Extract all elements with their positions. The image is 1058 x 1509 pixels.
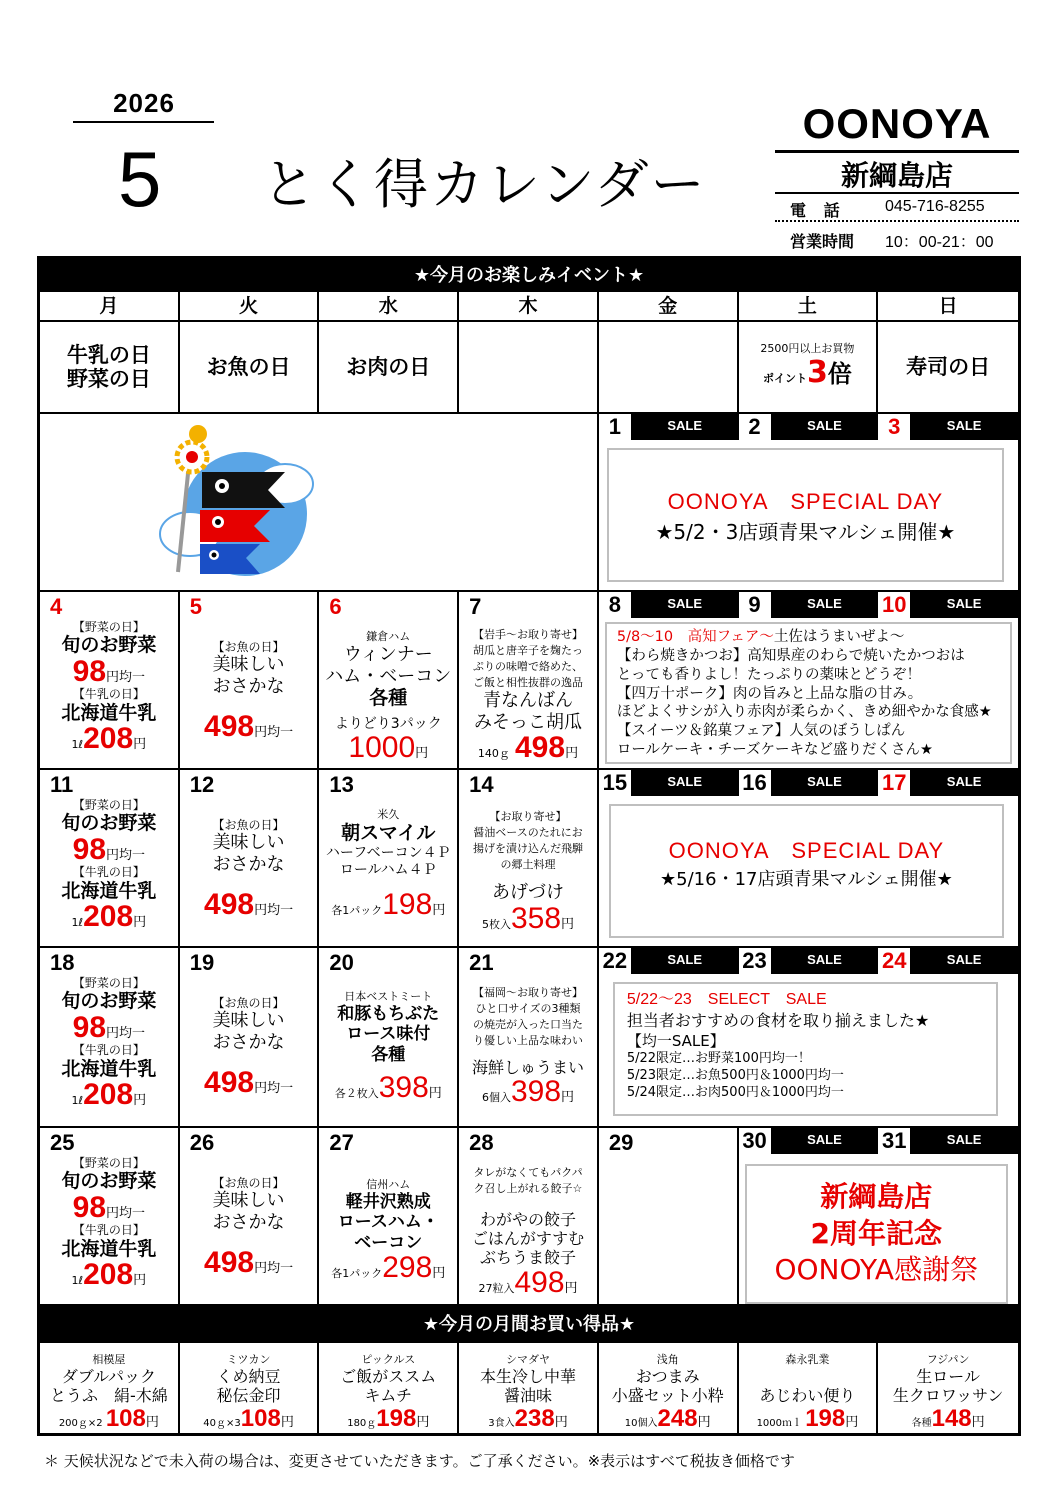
weekday-wed: 水 [319,292,459,322]
date-number: 19 [189,950,215,975]
day-cell-4: 4 【野菜の日】 旬のお野菜 98円均一 【牛乳の日】 北海道牛乳 1ℓ208円 [40,592,180,768]
sale-strip [599,414,1018,438]
day-cell-18: 18 【野菜の日】 旬のお野菜 98円均一 【牛乳の日】 北海道牛乳 1ℓ208円 [40,948,180,1126]
kinitsu-sale-title: 【均一SALE】 [626,1031,725,1050]
weekday-sat: 土 [739,292,879,322]
date-number: 11 [50,772,74,797]
day-cell-6: 6 鎌倉ハム ウィンナー ハム・ベーコン 各種 よりどり3パック 1000円 [319,592,459,768]
page-title: とく得カレンダー [262,153,707,216]
event-tue: お魚の日 [180,322,320,414]
date-number: 12 [189,772,215,797]
sale-day-2[interactable]: 2 SALE [739,414,879,440]
special-day-title: OONOYA SPECIAL DAY [667,489,944,514]
events-banner: ★今月のお楽しみイベント★ [40,259,1018,292]
day-cell-26: 26 【お魚の日】 美味しい おさかな 498円均一 [180,1128,320,1308]
calendar [37,256,1021,1311]
week-row-5 [40,1128,1018,1308]
monthly-item: ピックルス ご飯がススム キムチ 180ｇ198円 [319,1343,459,1433]
day-cell-28: 28 タレがなくてもパクパ ク召し上がれる餃子☆ わがやの餃子 ごはんがすすむ ぶちうま餃子 27粒入498円 [459,1128,599,1308]
sale-day-30[interactable]: 30 SALE [739,1128,879,1154]
event-sat [739,322,879,414]
weekday-thu: 木 [459,292,599,322]
date-number: 28 [469,1130,494,1155]
event-thu [459,322,599,414]
brand-logo: OONOYA [802,100,992,147]
fair-title: 5/8～10 高知フェア～土佐はうまいぜよ～ [616,629,905,645]
sale-day-17[interactable]: 17 SALE [878,770,1018,796]
day-cell-12: 12 【お魚の日】 美味しい おさかな 498円均一 [180,770,320,946]
special-day-subtitle: ★5/16・17店頭青果マルシェ開催★ [660,869,953,890]
koinobori-icon [150,424,320,584]
weekday-header [40,292,1018,322]
sale-day-31[interactable]: 31 SALE [878,1128,1018,1154]
week-row-2 [40,592,1018,770]
day-cell-11: 11 【野菜の日】 旬のお野菜 98円均一 【牛乳の日】 北海道牛乳 1ℓ208円 [40,770,180,946]
weekend-block-2 [599,592,1018,768]
monthly-item: 相模屋 ダブルパック とうふ 絹-木綿 200ｇ×2 108円 [40,1343,180,1433]
weekday-mon: 月 [40,292,180,322]
weekend-block-4 [599,948,1018,1126]
business-hours: 10：00-21：00 [885,234,994,251]
store-name: 新綱島店 [840,159,953,192]
event-milk-day: 牛乳の日 [66,342,151,367]
special-day-box [607,448,1004,582]
monthly-item: フジパン 生ロール 生クロワッサン 各種148円 [892,1353,1004,1433]
monthly-items [40,1343,1018,1433]
sale-strip [599,770,1018,794]
weekday-tue: 火 [180,292,320,322]
day-cell-5: 5 【お魚の日】 美味しい おさかな 498円均一 [180,592,320,768]
phone-number: 045-716-8255 [885,198,985,215]
date-number: 7 [469,594,482,619]
sale-strip [739,1128,1018,1152]
monthly-banner: ★今月の月間お買い得品★ [40,1307,1018,1343]
illustration-area [40,414,599,590]
anniversary-box: 新綱島店 2周年記念 OONOYA感謝祭 [745,1164,1008,1304]
date-number: 25 [50,1130,75,1155]
monthly-item: 森永乳業 あじわい便り 1000ｍｌ 198円 [739,1343,879,1433]
year-underline [73,121,214,123]
sale-day-23[interactable]: 23 SALE [739,948,879,974]
day-cell-13: 13 米久 朝スマイル ハーフベーコン４Ｐ ロールハム４Ｐ 各1パック198円 [319,770,459,946]
weekly-events-row [40,322,1018,414]
weekday-fri: 金 [599,292,739,322]
hours-label: 営業時間 [790,232,855,251]
weekend-block-1 [599,414,1018,590]
date-number: 6 [329,594,342,619]
event-wed: お肉の日 [319,322,459,414]
calendar-year: 2026 [113,88,175,118]
week-row-1 [40,414,1018,592]
divider [775,150,1019,153]
weekday-sun: 日 [878,292,1018,322]
event-sun: 寿司の日 [878,322,1018,414]
weekend-block-3 [599,770,1018,946]
date-number: 5 [189,594,202,619]
day-cell-25: 25 【野菜の日】 旬のお野菜 98円均一 【牛乳の日】 北海道牛乳 1ℓ208円 [40,1128,180,1308]
sale-day-10[interactable]: 10 SALE [878,592,1018,618]
sale-day-15[interactable]: 15 SALE [599,770,739,796]
date-number: 26 [189,1130,215,1155]
date-number: 13 [329,772,354,797]
date-number: 14 [469,772,494,797]
phone-row [790,198,1020,221]
special-day-box [609,804,1004,938]
sale-strip [599,948,1018,972]
day-cell-29 [599,1128,739,1308]
day-cell-21: 21 【福岡～お取り寄せ】 ひと口サイズの3種類 の焼売が入った口当た り優しい上品な味わい 海鮮しゅうまい 6個入398円 [459,948,599,1126]
special-day-title: OONOYA SPECIAL DAY [668,838,945,863]
divider [775,192,1019,194]
date-number: 21 [469,950,494,975]
date-number: 18 [50,950,75,975]
select-sale-box: 5/22～23 SELECT SALE 担当者おすすめの食材を取り揃えました★ 【均一SALE】 5/22限定…お野菜100円均一！ 5/23限定…お魚500円＆1000円均一 5/24限定…お肉500円＆1000円均一 [613,982,998,1116]
divider-dotted [775,220,1019,222]
monthly-item: シマダヤ 本生冷し中華 醤油味 3食入238円 [459,1343,599,1433]
monthly-item: 浅角 おつまみ 小盛セット小粋 10個入248円 [599,1343,739,1433]
week-row-4 [40,948,1018,1128]
sale-day-16[interactable]: 16 SALE [739,770,879,796]
week-row-3 [40,770,1018,948]
select-sale-subtitle: 担当者おすすめの食材を取り揃えました★ [626,1010,930,1030]
date-number: 29 [608,1130,634,1155]
sale-strip [599,592,1018,616]
sale-day-22[interactable]: 22 SALE [599,948,739,974]
point-condition: 2500円以上お買物 [760,342,855,356]
select-sale-title: 5/22～23 SELECT SALE [626,991,827,1008]
sale-day-1[interactable]: 1 SALE [599,414,739,440]
date-number: 20 [329,950,354,975]
day-cell-20: 20 日本ベストミート 和豚もちぶた ロース味付 各種 各２枚入398円 [319,948,459,1126]
date-number: 27 [329,1130,354,1155]
sale-day-9[interactable]: 9 SALE [739,592,879,618]
event-veg-day: 野菜の日 [66,367,151,391]
monthly-item: ミツカン くめ納豆 秘伝金印 40ｇ×3108円 [180,1343,320,1433]
weekend-block-5 [739,1128,1018,1308]
day-cell-27: 27 信州ハム 軽井沢熟成 ロースハム・ ベーコン 各1パック298円 [319,1128,459,1308]
special-day-subtitle: ★5/2・3店頭青果マルシェ開催★ [655,520,956,544]
event-mon [40,322,180,414]
sale-day-3[interactable]: 3 SALE [878,414,1018,440]
monthly-deals [37,1304,1021,1436]
sale-day-8[interactable]: 8 SALE [599,592,739,618]
kochi-fair-box: 5/8～10 高知フェア～土佐はうまいぜよ～ 【わら焼きかつお】高知県産のわらで焼いたかつおは とっても香りよし！たっぷりの薬味とどうぞ！ 【四万十ポーク】肉の旨みと上品な脂の甘み。 ほどよくサシが入り赤肉が柔らかく、きめ細やかな食感★ 【スイーツ＆銘菓フェア】人気のぼうしぱん ロールケーキ・チーズケーキなど盛りだくさん★ [605,622,1012,764]
day-cell-14: 14 【お取り寄せ】 醤油ベースのたれにお 揚げを漬け込んだ飛騨 の郷土料理 あげづけ 5枚入358円 [459,770,599,946]
phone-label: 電 話 [790,201,846,220]
sale-day-24[interactable]: 24 SALE [878,948,1018,974]
event-fri [599,322,739,414]
calendar-month: 5 [118,135,162,223]
day-cell-19: 19 【お魚の日】 美味しい おさかな 498円均一 [180,948,320,1126]
day-cell-7: 7 【岩手～お取り寄せ】 胡瓜と唐辛子を麹たっ ぷりの味噌で絡めた、 ご飯と相性抜群の逸品 青なんばん みそっこ胡瓜 140ｇ 498円 [459,592,599,768]
date-number: 4 [50,594,63,619]
hours-row [790,229,1020,252]
footnote: ＊ 天候状況などで未入荷の場合は、変更させていただきます。ご了承ください。※表示はすべて税抜き価格です [44,1452,795,1470]
point-multiplier: ポイント3倍 [762,355,852,391]
